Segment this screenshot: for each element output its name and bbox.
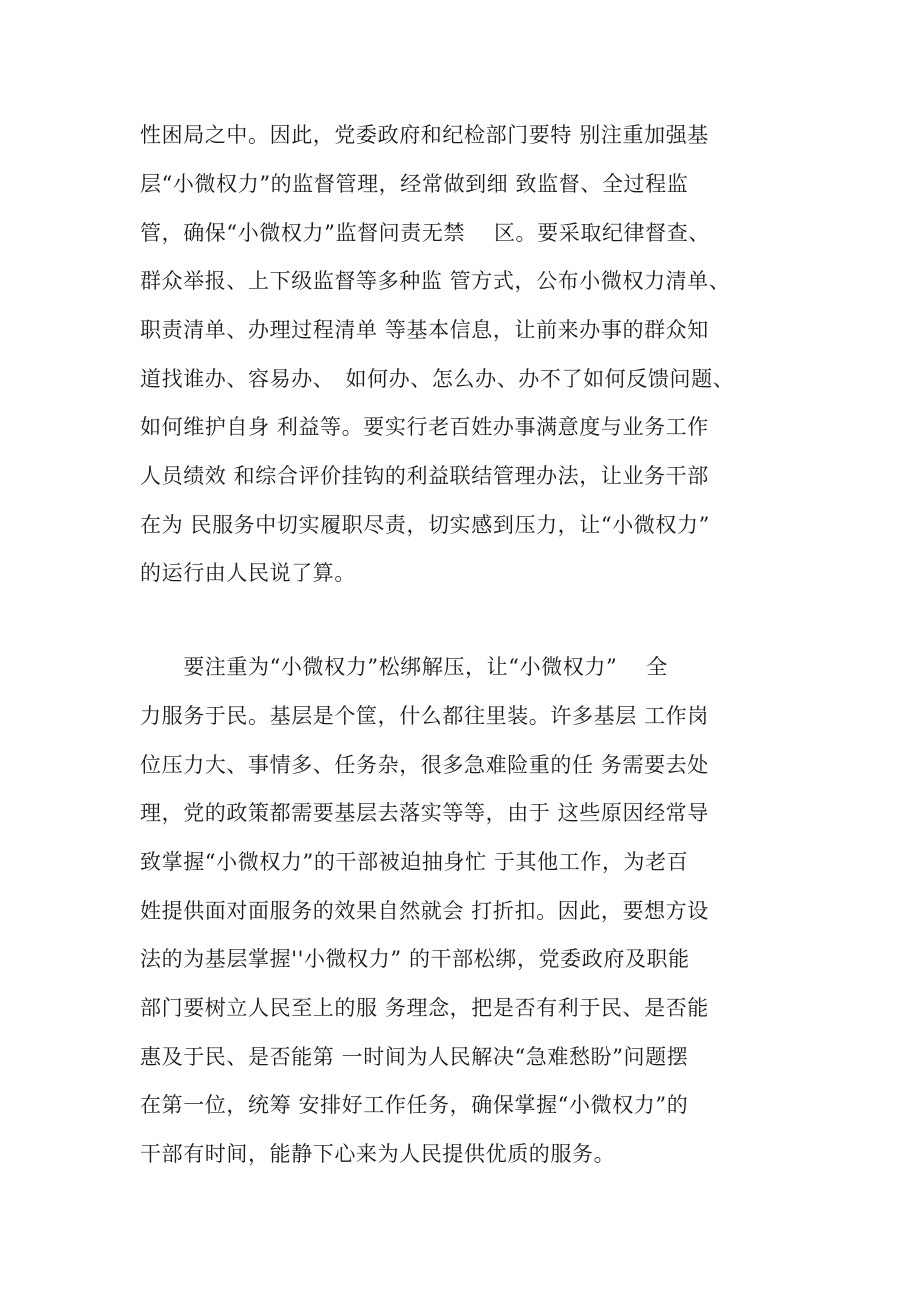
paragraph-1-line-7: 如何维护自身 利益等。要实行老百姓办事满意度与业务工作 (140, 415, 709, 439)
paragraph-2-line-1: 要注重为“小微权力”松绑解压，让“小微权力” 全 (140, 655, 668, 679)
paragraph-1-line-9: 在为 民服务中切实履职尽责，切实感到压力，让“小微权力” (140, 513, 710, 537)
paragraph-2-line-3: 位压力大、事情多、任务杂，很多急难险重的任 务需要去处 (140, 753, 709, 777)
paragraph-1-line-4: 群众举报、上下级监督等多种监 管方式，公布小微权力清单、 (140, 269, 731, 293)
paragraph-1-line-6: 道找谁办、容易办、 如何办、怎么办、办不了如何反馈问题、 (140, 367, 735, 391)
paragraph-2-line-8: 部门要树立人民至上的服 务理念，把是否有利于民、是否能 (140, 996, 709, 1020)
paragraph-2-line-7: 法的为基层掌握''小微权力” 的干部松绑，党委政府及职能 (140, 947, 690, 971)
paragraph-1-line-5: 职责清单、办理过程清单 等基本信息，让前来办事的群众知 (140, 318, 709, 342)
paragraph-1-line-10: 的运行由人民说了算。 (140, 561, 356, 585)
paragraph-2-line-11: 干部有时间，能静下心来为人民提供优质的服务。 (140, 1142, 616, 1166)
paragraph-2-line-9: 惠及于民、是否能第 一时间为人民解决“急难愁盼”问题摆 (140, 1045, 689, 1069)
paragraph-1-line-2: 层“小微权力”的监督管理，经常做到细 致监督、全过程监 (140, 172, 689, 196)
paragraph-2-line-4: 理，党的政策都需要基层去落实等等，由于 这些原因经常导 (140, 801, 709, 825)
paragraph-1-line-3: 管，确保“小微权力”监督问责无禁 区。要采取纪律督查、 (140, 221, 710, 245)
paragraph-2-line-2: 力服务于民。基层是个筐，什么都往里装。许多基层 工作岗 (140, 704, 709, 728)
paragraph-1-line-1: 性困局之中。因此，党委政府和纪检部门要特 别注重加强基 (140, 123, 709, 147)
paragraph-2-line-6: 姓提供面对面服务的效果自然就会 打折扣。因此，要想方设 (140, 899, 709, 923)
paragraph-2-line-10: 在第一位，统筹 安排好工作任务，确保掌握“小微权力”的 (140, 1093, 689, 1117)
paragraph-2-line-5: 致掌握“小微权力”的干部被迫抽身忙 于其他工作，为老百 (140, 850, 689, 874)
paragraph-1-line-8: 人员绩效 和综合评价挂钩的利益联结管理办法，让业务干部 (140, 464, 709, 488)
